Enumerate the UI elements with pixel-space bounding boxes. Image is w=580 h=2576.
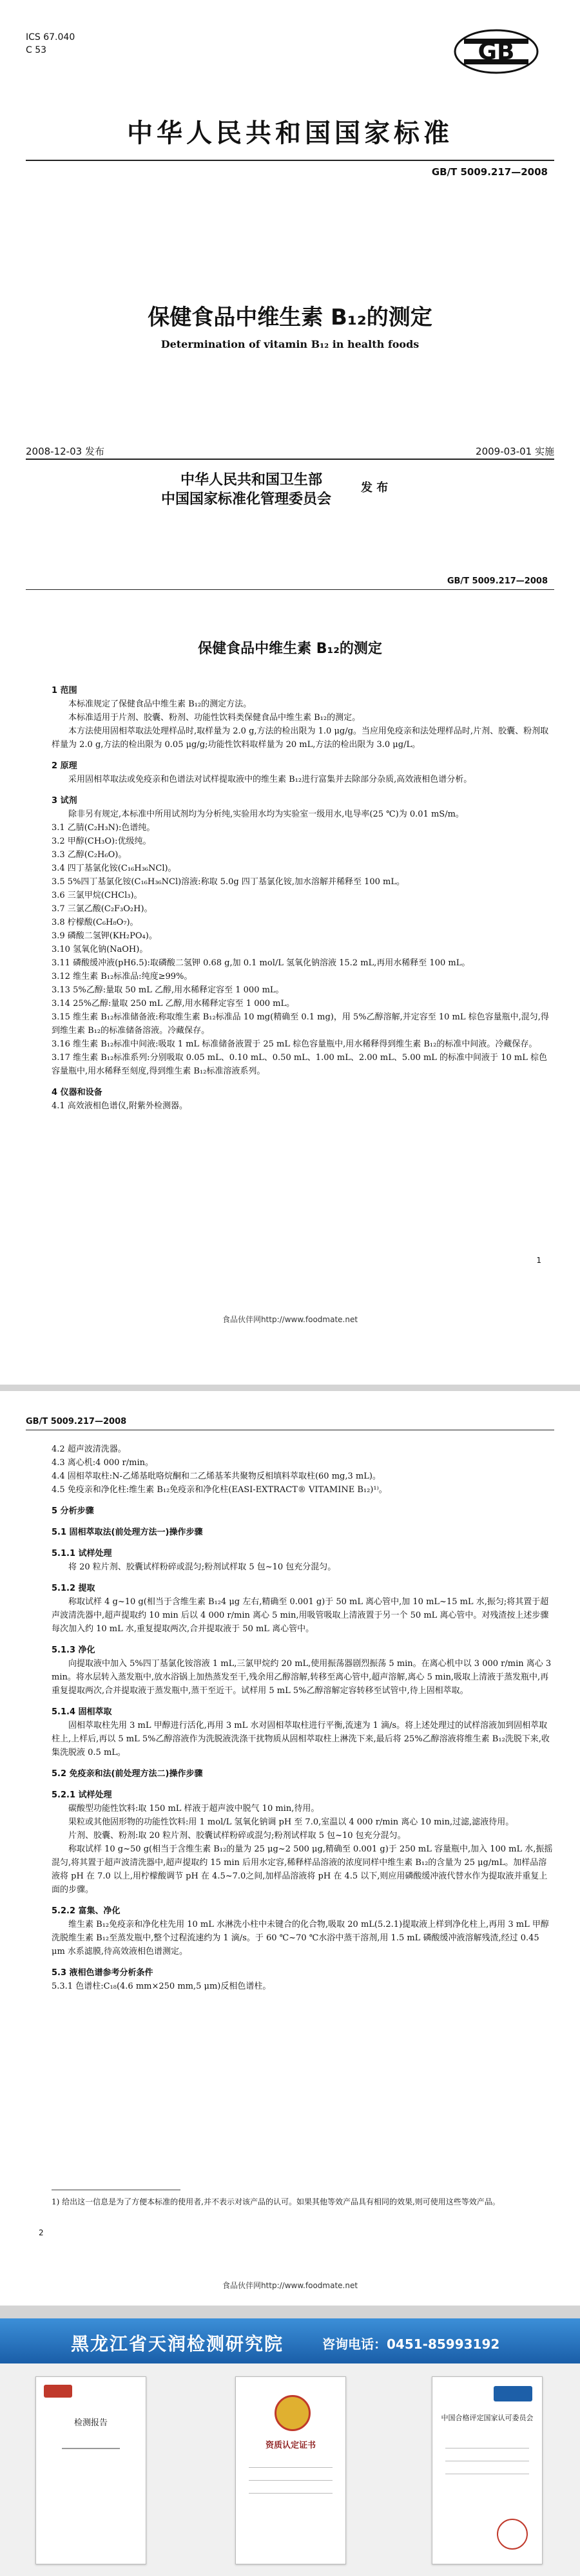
certificate-title: 中国合格评定国家认可委员会 bbox=[441, 2414, 534, 2422]
subsection-heading: 5.1.4 固相萃取 bbox=[52, 1707, 112, 1717]
page-one bbox=[0, 592, 580, 1385]
certificate-title: 检测报告 bbox=[73, 2418, 108, 2428]
reagent-item: 3.17 维生素 B₁₂标准系列:分别吸取 0.05 mL、0.10 mL、0.50 mL、1.00 mL、2.00 mL、5.00 mL 的标准中间液于 10 mL 棕色容量瓶中,用水稀释至刻度,得到维生素 B₁₂标准溶液系列。 bbox=[52, 1053, 547, 1076]
page-one-body bbox=[52, 676, 554, 1113]
issuer-ministry: 中华人民共和国卫生部 bbox=[180, 472, 323, 488]
national-standard-title: 中华人民共和国国家标准 bbox=[127, 118, 453, 148]
subsection-heading: 5.1.3 净化 bbox=[52, 1645, 95, 1655]
paragraph: 将 20 粒片剂、胶囊试样粉碎或混匀;粉剂试样取 5 包~10 包充分混匀。 bbox=[68, 1562, 336, 1572]
ics-code: ICS 67.040 bbox=[26, 32, 75, 43]
implementation-date: 2009-03-01 实施 bbox=[476, 446, 554, 457]
gb-logo-text: GB bbox=[478, 39, 515, 65]
subsection-heading: 5.2.1 试样处理 bbox=[52, 1790, 112, 1800]
footnote: 1) 给出这一信息是为了方便本标准的使用者,并不表示对该产品的认可。如果其他等效产品具有相同的效果,则可使用这些等效产品。 bbox=[52, 2197, 500, 2206]
page-number: 2 bbox=[39, 2228, 44, 2237]
certificate-title: 资质认定证书 bbox=[265, 2441, 316, 2450]
gb-logo bbox=[451, 26, 541, 77]
section-3-heading: 3 试剂 bbox=[52, 796, 77, 806]
company-banner bbox=[0, 2318, 580, 2363]
paragraph: 采用固相萃取法或免疫亲和色谱法对试样提取液中的维生素 B₁₂进行富集并去除部分杂质,高效液相色谱分析。 bbox=[68, 775, 472, 784]
seal-icon bbox=[497, 2519, 528, 2550]
section-2-heading: 2 原理 bbox=[52, 761, 77, 771]
page-header-number: GB/T 5009.217—2008 bbox=[447, 576, 548, 586]
reagent-item: 3.12 维生素 B₁₂标准品:纯度≥99%。 bbox=[52, 972, 193, 981]
page-two-body bbox=[52, 1443, 554, 1993]
equipment-item: 4.4 固相萃取柱:N-乙烯基吡咯烷酮和二乙烯基苯共聚物反相填料萃取柱(60 mg,3 mL)。 bbox=[52, 1472, 381, 1481]
page-two bbox=[0, 1391, 580, 2306]
footer-link[interactable]: 食品伙伴网http://www.foodmate.net bbox=[222, 2281, 358, 2290]
certificate-qualification[interactable] bbox=[235, 2376, 346, 2564]
reagent-item: 3.11 磷酸缓冲液(pH6.5):取磷酸二氢钾 0.68 g,加 0.1 mol/L 氢氧化钠溶液 15.2 mL,再用水稀释至 100 mL。 bbox=[52, 958, 470, 968]
paragraph: 本方法使用固相萃取法处理样品时,取样量为 2.0 g,方法的检出限为 1.0 μg/g。当应用免疫亲和法处理样品时,片剂、胶囊、粉剂取样量为 2.0 g,方法的检出限为 0.05 μg/g;功能性饮料取样量为 20 mL,方法的检出限为 3.0 μg/L。 bbox=[52, 726, 549, 750]
equipment-item: 4.5 免疫亲和净化柱:维生素 B₁₂免疫亲和净化柱(EASI-EXTRACT® VITAMINE B₁₂)¹⁾。 bbox=[52, 1485, 387, 1495]
reagent-item: 3.1 乙腈(C₂H₃N):色谱纯。 bbox=[52, 823, 155, 833]
paragraph: 称取试样 4 g~10 g(相当于含维生素 B₁₂4 μg 左右,精确至 0.001 g)于 50 mL 离心管中,加 10 mL~15 mL 水,振匀;将其置于超声波清洗器中,超声提取约 10 min 后以 4 000 r/min 离心 5 min,用吸管吸取上清液置于另一个 50 mL 离心管中。对残渣按上述步骤每次加入约 10 mL 水,重复提取两次,合并提取液于 50 mL 离心管中。 bbox=[52, 1597, 549, 1634]
issue-date: 2008-12-03 发布 bbox=[26, 446, 104, 457]
standard-number: GB/T 5009.217—2008 bbox=[431, 166, 548, 178]
ccs-code: C 53 bbox=[26, 45, 47, 55]
section-4-heading: 4 仪器和设备 bbox=[52, 1088, 102, 1097]
cnas-logo-icon bbox=[494, 2386, 532, 2401]
paragraph: 果粒或其他固形物的功能性饮料:用 1 mol/L 氢氧化钠调 pH 至 7.0,室温以 4 000 r/min 离心 10 min,过滤,滤液待用。 bbox=[68, 1817, 514, 1827]
paragraph: 本标准适用于片剂、胶囊、粉剂、功能性饮料类保健食品中维生素 B₁₂的测定。 bbox=[68, 713, 361, 723]
subsection-heading: 5.1 固相萃取法(前处理方法一)操作步骤 bbox=[52, 1528, 203, 1537]
equipment-item: 4.1 高效液相色谱仪,附紫外检测器。 bbox=[52, 1101, 188, 1111]
reagent-item: 3.16 维生素 B₁₂标准中间液:吸取 1 mL 标准储备液置于 25 mL 棕色容量瓶中,用水稀释得到维生素 B₁₂的标准中间液。冷藏保存。 bbox=[52, 1039, 537, 1049]
cma-badge-icon bbox=[44, 2385, 72, 2398]
reagent-item: 3.10 氢氧化钠(NaOH)。 bbox=[52, 945, 148, 954]
subsection-heading: 5.1.2 提取 bbox=[52, 1584, 95, 1593]
reagent-item: 3.8 柠檬酸(C₆H₈O₇)。 bbox=[52, 918, 139, 927]
consult-phone[interactable]: 咨询电话：0451-85993192 bbox=[322, 2336, 500, 2352]
issuer-sac: 中国国家标准化管理委员会 bbox=[161, 491, 332, 507]
certificate-cnas[interactable] bbox=[432, 2376, 543, 2564]
paragraph: 5.3.1 色谱柱:C₁₈(4.6 mm×250 mm,5 μm)反相色谱柱。 bbox=[52, 1982, 271, 1991]
cover-page bbox=[0, 0, 580, 644]
equipment-item: 4.2 超声波清洗器。 bbox=[52, 1444, 126, 1454]
paragraph: 碳酸型功能性饮料:取 150 mL 样液于超声波中脱气 10 min,待用。 bbox=[68, 1804, 320, 1814]
paragraph: 维生素 B₁₂免疫亲和净化柱先用 10 mL 水淋洗小柱中未键合的化合物,吸取 20 mL(5.2.1)提取液上样到净化柱上,再用 3 mL 甲醇洗脱维生素 B₁₂至蒸发瓶中,整个过程流速约为 1 滴/s。于 60 ℃~70 ℃水浴中蒸干溶剂,用 1.5 mL 磷酸缓冲液溶解残渣,经过 0.45 μm 水系滤膜,待高效液相色谱测定。 bbox=[52, 1920, 549, 1956]
subsection-heading: 5.2.2 富集、净化 bbox=[52, 1906, 121, 1916]
paragraph: 本标准规定了保健食品中维生素 B₁₂的测定方法。 bbox=[68, 699, 252, 709]
subsection-heading: 5.3 液相色谱参考分析条件 bbox=[52, 1968, 153, 1978]
reagent-item: 3.15 维生素 B₁₂标准储备液:称取维生素 B₁₂标准品 10 mg(精确至 0.1 mg)，用 5%乙醇溶解,并定容至 10 mL 棕色容量瓶中,混匀,得到维生素 B₁₂的标准储备溶液。冷藏保存。 bbox=[52, 1012, 549, 1036]
certificate-test-report[interactable] bbox=[35, 2376, 146, 2564]
national-emblem-icon bbox=[275, 2395, 311, 2431]
reagent-item: 3.3 乙醇(C₂H₆O)。 bbox=[52, 850, 127, 860]
section-1-heading: 1 范围 bbox=[52, 686, 77, 696]
paragraph: 除非另有规定,本标准中所用试剂均为分析纯,实验用水均为实验室一级用水,电导率(25 ℃)为 0.01 mS/m。 bbox=[68, 810, 464, 819]
equipment-item: 4.3 离心机:4 000 r/min。 bbox=[52, 1458, 153, 1468]
page-number: 1 bbox=[536, 1256, 541, 1265]
paragraph: 向提取液中加入 5%四丁基氯化铵溶液 1 mL,三氯甲烷约 20 mL,使用振荡器剧烈振荡 5 min。在离心机中以 3 000 r/min 离心 3 min。将水层转入蒸发瓶中,放水浴锅上加热蒸发至干,残余用乙醇溶解,转移至离心管中,超声溶解,离心 5 min,吸取上清液于蒸发瓶中,再重复提取两次,合并提取液于蒸发瓶中,蒸干至近干。试样用 5 mL 5%乙醇溶解定容转移至试管中,待上固相萃取。 bbox=[52, 1659, 552, 1696]
document-title: 保健食品中维生素 B₁₂的测定 bbox=[148, 305, 432, 330]
reagent-item: 3.2 甲醇(CH₃O):优级纯。 bbox=[52, 837, 151, 846]
section-5-heading: 5 分析步骤 bbox=[52, 1506, 94, 1516]
paragraph: 称取试样 10 g~50 g(相当于含维生素 B₁₂的量为 25 μg~2 500 μg,精确至 0.001 g)于 250 mL 容量瓶中,加入 100 mL 水,振摇混匀,将其置于超声波清洗器中,超声提取约 15 min 后用水定容,稀释样品溶液的浓度同样中维生素 B₁₂的含量为 25 μg/mL。加样品溶液将 pH 在 7.0 以上,用柠檬酸调节 pH 在 4.5~7.0之间,加样品溶液将 pH 在 4.5 以下,则应用磷酸缓冲液代替水作为提取液并重复上面的步骤。 bbox=[52, 1844, 553, 1895]
company-name: 黑龙江省天润检测研究院 bbox=[71, 2333, 284, 2354]
page-title: 保健食品中维生素 B₁₂的测定 bbox=[198, 641, 382, 657]
document-title-en: Determination of vitamin B₁₂ in health foods bbox=[160, 338, 420, 350]
subsection-heading: 5.2 免疫亲和法(前处理方法二)操作步骤 bbox=[52, 1769, 203, 1779]
reagent-item: 3.13 5%乙醇:量取 50 mL 乙醇,用水稀释定容至 1 000 mL。 bbox=[52, 985, 284, 995]
reagent-item: 3.14 25%乙醇:量取 250 mL 乙醇,用水稀释定容至 1 000 mL。 bbox=[52, 999, 295, 1009]
subsection-heading: 5.1.1 试样处理 bbox=[52, 1549, 112, 1558]
reagent-item: 3.4 四丁基氯化铵(C₁₆H₃₆NCl)。 bbox=[52, 864, 177, 873]
issue-label: 发 布 bbox=[361, 481, 389, 495]
reagent-item: 3.7 三氯乙酸(C₂F₃O₂H)。 bbox=[52, 904, 153, 914]
paragraph: 固相萃取柱先用 3 mL 甲醇进行活化,再用 3 mL 水对固相萃取柱进行平衡,流速为 1 滴/s。将上述处理过的试样溶液加到固相萃取柱上,上样后,再以 5 mL 5%乙醇溶液作为洗脱液洗涤干扰物质从固相萃取柱上淋洗下来,最后将 25%乙醇溶液将维生素 B₁₂洗脱下来,收集洗脱液 0.5 mL。 bbox=[52, 1721, 550, 1757]
reagent-item: 3.5 5%四丁基氯化铵(C₁₆H₃₆NCl)溶液:称取 5.0g 四丁基氯化铵,加水溶解并稀释至 100 mL。 bbox=[52, 877, 405, 887]
paragraph: 片剂、胶囊、粉剂:取 20 粒片剂、胶囊试样粉碎或混匀;粉剂试样取 5 包~10 包充分混匀。 bbox=[68, 1831, 406, 1841]
footer-link[interactable]: 食品伙伴网http://www.foodmate.net bbox=[222, 1315, 358, 1324]
page-header-number: GB/T 5009.217—2008 bbox=[26, 1417, 127, 1426]
reagent-item: 3.6 三氯甲烷(CHCl₃)。 bbox=[52, 891, 142, 900]
reagent-item: 3.9 磷酸二氢钾(KH₂PO₄)。 bbox=[52, 931, 157, 941]
